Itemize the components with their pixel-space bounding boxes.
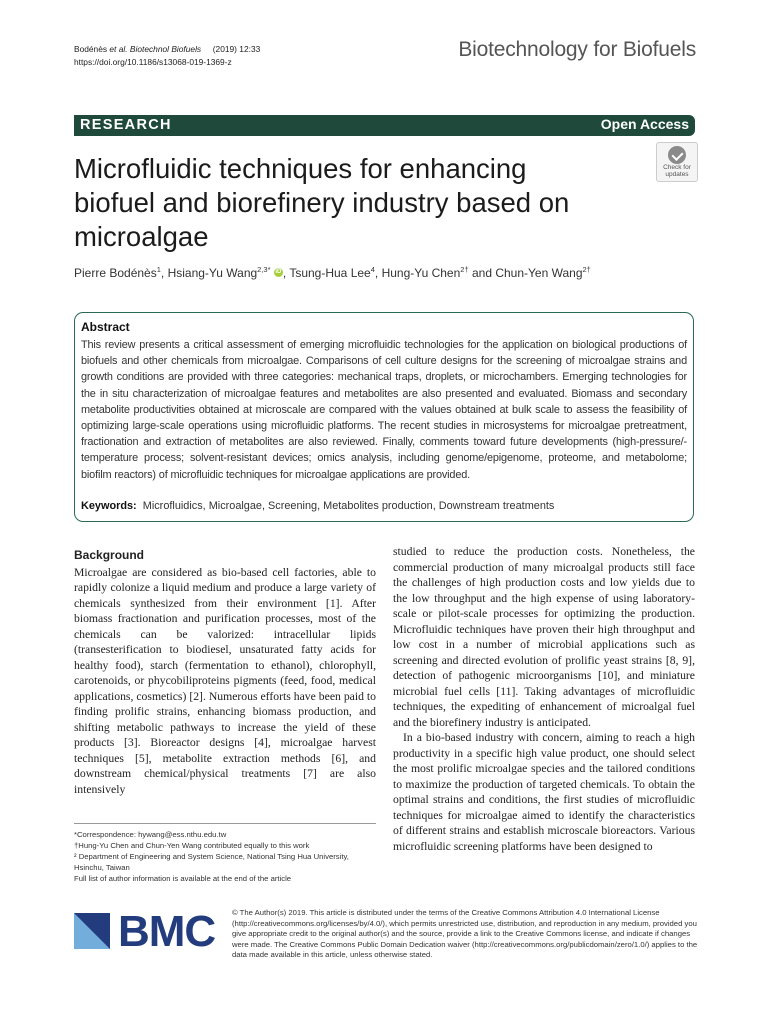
footnotes: [74, 823, 376, 884]
header-year-vol: (2019) 12:33: [212, 44, 261, 54]
author-affiliation: 1: [156, 265, 161, 274]
license-text: © The Author(s) 2019. This article is distributed under the terms of the Creative Commons Attribution 4.0 International License (http://creativecommons.org/licenses/by/4.0/), which permits unrestricted use, distribution, and reproduction in any medium, provided you give appropriate credit to the original author(s) and the source, provide a link to the Creative Commons license, and indicate if changes were made. The Creative Commons Public Domain Dedication waiver (http://creativecommons.org/publicdomain/zero/1.0/) applies to the data made available in this article, unless otherwise stated.: [232, 908, 698, 959]
body-paragraph: In a bio-based industry with concern, aiming to reach a high productivity in a specific high value product, one should select the most prolific microalgae species and the tailored conditions to maximize the production of targeted chemicals. To obtain the optimal strains and conditions, the first studies of microfluidic techniques for microalgae aimed to identify the characteristics of different strains and establish microscale bioreactors. Various microfluidic screening platforms have been designed to: [393, 731, 695, 853]
section-label: RESEARCH: [80, 117, 172, 133]
keywords: [81, 500, 554, 512]
author-affiliation: 2,3*: [257, 265, 271, 274]
affiliation-note: ² Department of Engineering and System Science, National Tsing Hua University, Hsinchu, Taiwan: [74, 852, 349, 872]
abstract-text: This review presents a critical assessment of emerging microfluidic technologies for the application on biological productions of biofuels and other chemicals from microalgae. Comparisons of cell culture designs for the screening of microalgae strains and growth conditions are provided with three categories: mechanical traps, droplets, or microchambers. Emerging technologies for the in situ characterization of microalgae features and metabolites are also presented and evaluated. Biomass and secondary metabolite productivities obtained at microscale are compared with the values obtained at bulk scale to assess the feasibility of optimizing large-scale operations using microfluidic platforms. The recent studies in microsystems for microalgae pretreatment, fractionation and extraction of metabolites are also reviewed. Finally, comments toward future developments (high-pressure/-temperature process; solvent-resistant devices; omics analysis, including genome/epigenome, proteome, and metabolome; biofilm reactors) of microfluidic techniques for microalgae applications are provided.: [81, 339, 687, 481]
correspondence-note: *Correspondence: hywang@ess.nthu.edu.tw: [74, 830, 227, 839]
bmc-logo-triangle: [74, 913, 110, 949]
crossmark-line1: Check for: [663, 164, 691, 171]
crossmark-line2: updates: [665, 171, 689, 178]
bmc-logo-text: BMC: [118, 907, 216, 956]
author-name: Hung-Yu Chen: [381, 266, 461, 280]
author-name: Tsung-Hua Lee: [289, 266, 371, 280]
author-affiliation: 4: [370, 265, 375, 274]
bmc-logo: [74, 907, 224, 959]
header-etal: et al.: [109, 44, 128, 54]
body-paragraph: studied to reduce the production costs. Nonetheless, the commercial production of many microalgal products still face the challenges of high production costs and low yields due to the low throughput and the high expense of using laboratory-scale or pilot-scale processes for optimizing the production. Microfluidic techniques have proven their high throughput and low cost in a number of microbial applications such as screening and directed evolution of prolific yeast strains [8, 9], detection of pathogenic microorganisms [10], and miniature microbial fuel cells [11]. Taking advantages of microfluidic techniques, the expediting of enhancement of microalgal fuel and the biorefinery industry is anticipated.: [393, 545, 695, 729]
body-paragraph: Microalgae are considered as bio-based cell factories, able to rapidly colonize a liquid medium and produce a large variety of chemicals synthesized from their environment [1]. After biomass fractionation and purification processes, most of the chemicals can be valorized: intracellular lipids (transesterification to biodiesel, unsaturated fatty acids for healthy food), starch (fermentation to ethanol), chlorophyll, carotenoids, or phycobiliproteins pigments (feed, food, medical applications, cosmetics) [2]. Numerous efforts have been paid to finding prolific strains, enhancing biomass production, and shifting metabolic pathways to increase the yield of these products [3]. Bioreactor designs [4], microalgae harvest techniques [5], metabolite extraction methods [6], and downstream chemical/physical treatments [7] are also intensively: [74, 565, 376, 796]
keywords-list: Microfluidics, Microalgae, Screening, Metabolites production, Downstream treatments: [142, 500, 555, 512]
crossmark-icon: [668, 146, 686, 164]
orcid-icon[interactable]: iD: [275, 269, 282, 276]
equal-contribution-note: †Hung-Yu Chen and Chun-Yen Wang contributed equally to this work: [74, 841, 310, 850]
author-name: Pierre Bodénès: [74, 266, 157, 280]
header-authors: Bodénès: [74, 44, 108, 54]
keywords-label: Keywords:: [81, 500, 137, 512]
author-name: Hsiang-Yu Wang: [167, 266, 258, 280]
body-column-right: [393, 544, 695, 854]
author-affiliation: 2†: [460, 265, 469, 274]
check-for-updates-badge[interactable]: [656, 142, 698, 182]
section-heading-background: Background: [74, 548, 145, 562]
author-list: Pierre Bodénès$^1$, Hsiang-Yu Wang$^{2,3*}$ iD , Tsung-Hua Lee$^4$, Hung-Yu Chen$^{2\dagger}$ and Chun-Yen Wang$^{2\dagger}$: [74, 265, 591, 280]
abstract-heading: Abstract: [81, 320, 130, 334]
section-band: [74, 115, 695, 136]
article-title: Microfluidic techniques for enhancing biofuel and biorefinery industry based on microalgae: [74, 153, 570, 252]
doi-link[interactable]: https://doi.org/10.1186/s13068-019-1369-z: [74, 57, 232, 67]
author-name: Chun-Yen Wang: [495, 266, 583, 280]
author-affiliation: 2†: [582, 265, 591, 274]
body-column-left: [74, 548, 376, 797]
journal-name: Biotechnology for Biofuels: [458, 38, 696, 61]
author-info-note: Full list of author information is available at the end of the article: [74, 874, 292, 883]
open-access-label: Open Access: [600, 116, 689, 132]
citation-header: [74, 43, 260, 69]
header-journal-abbrev: Biotechnol Biofuels: [129, 44, 202, 54]
